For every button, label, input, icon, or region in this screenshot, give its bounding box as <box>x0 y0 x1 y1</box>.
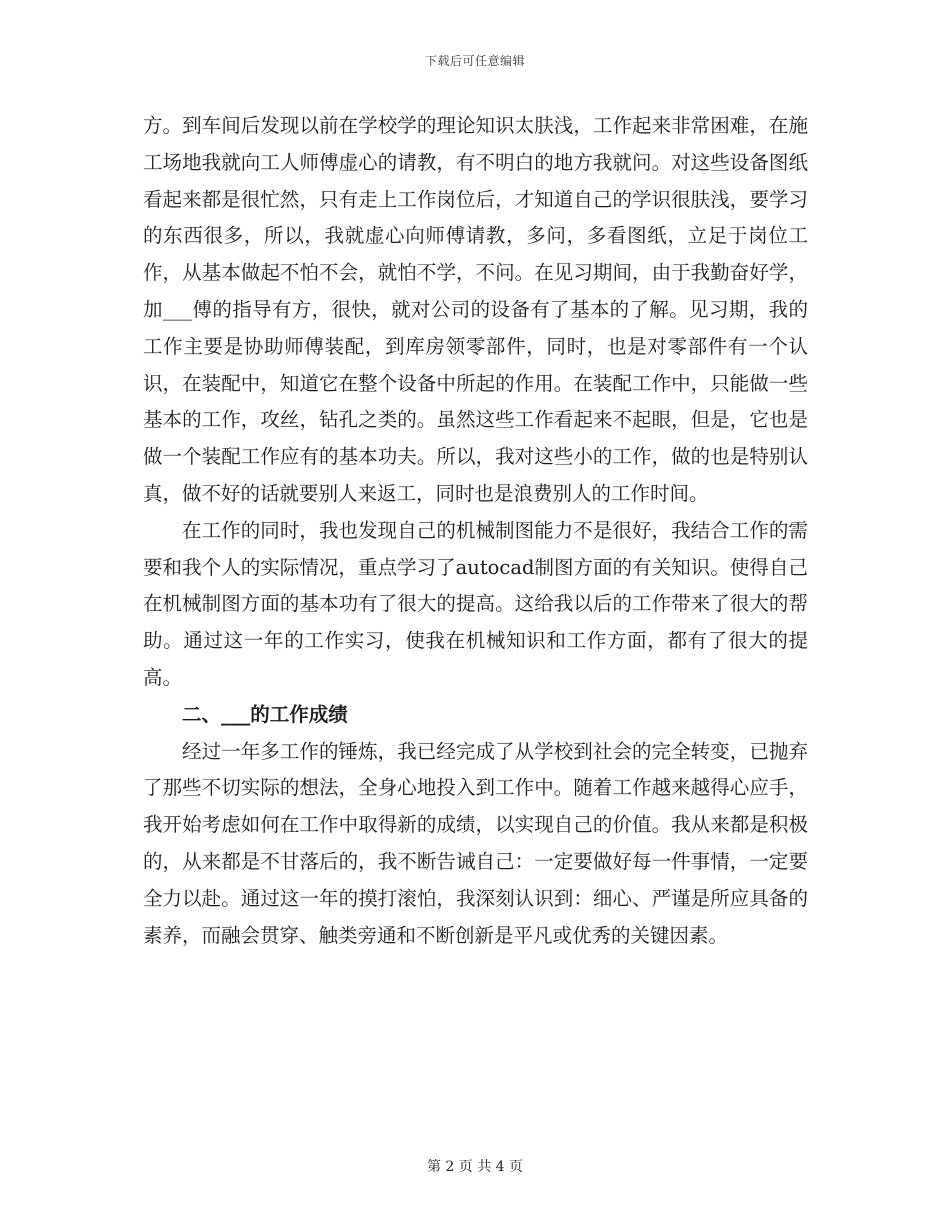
section-heading: 二、___的工作成绩 <box>182 702 348 726</box>
paragraph-continued: 方。到车间后发现以前在学校学的理论知识太肤浅，工作起来非常困难，在施工场地我就向工人师傅虚心的请教，有不明白的地方我就问。对这些设备图纸看起来都是很忙然，只有走上工作岗位后，才知道自己的学识很肤浅，要学习的东西很多，所以，我就虚心向师傅请教，多问，多看图纸，立足于岗位工作，从基本做起不怕不会，就怕不学，不问。在见习期间，由于我勤奋好学，加___傅的指导有方，很快，就对公司的设备有了基本的了解。见习期，我的工作主要是协助师傅装配，到库房领零部件，同时，也是对零部件有一个认识，在装配中，知道它在整个设备中所起的作用。在装配工作中，只能做一些基本的工作，攻丝，钻孔之类的。虽然这些工作看起来不起眼，但是，它也是做一个装配工作应有的基本功夫。所以，我对这些小的工作，做的也是特别认真，做不好的话就要别人来返工，同时也是浪费别人的工作时间。 <box>143 114 808 505</box>
page-header-note: 下载后可任意编辑 <box>424 54 525 68</box>
document-body <box>143 108 808 954</box>
paragraph-cad-skills: 在工作的同时，我也发现自己的机械制图能力不是很好，我结合工作的需要和我个人的实际情况，重点学习了autocad制图方面的有关知识。使得自己在机械制图方面的基本功有了很大的提高。这给我以后的工作带来了很大的帮助。通过这一年的工作实习，使我在机械知识和工作方面，都有了很大的提高。 <box>143 518 808 689</box>
paragraph-achievements: 经过一年多工作的锤炼，我已经完成了从学校到社会的完全转变，已抛弃了那些不切实际的想法，全身心地投入到工作中。随着工作越来越得心应手，我开始考虑如何在工作中取得新的成绩，以实现自己的价值。我从来都是积极的，从来都是不甘落后的，我不断告诫自己：一定要做好每一件事情，一定要全力以赴。通过这一年的摸打滚怕，我深刻认识到：细心、严谨是所应具备的素养，而融会贯穿、触类旁通和不断创新是平凡或优秀的关键因素。 <box>143 739 808 947</box>
page-number: 第 2 页 共 4 页 <box>426 1159 524 1175</box>
